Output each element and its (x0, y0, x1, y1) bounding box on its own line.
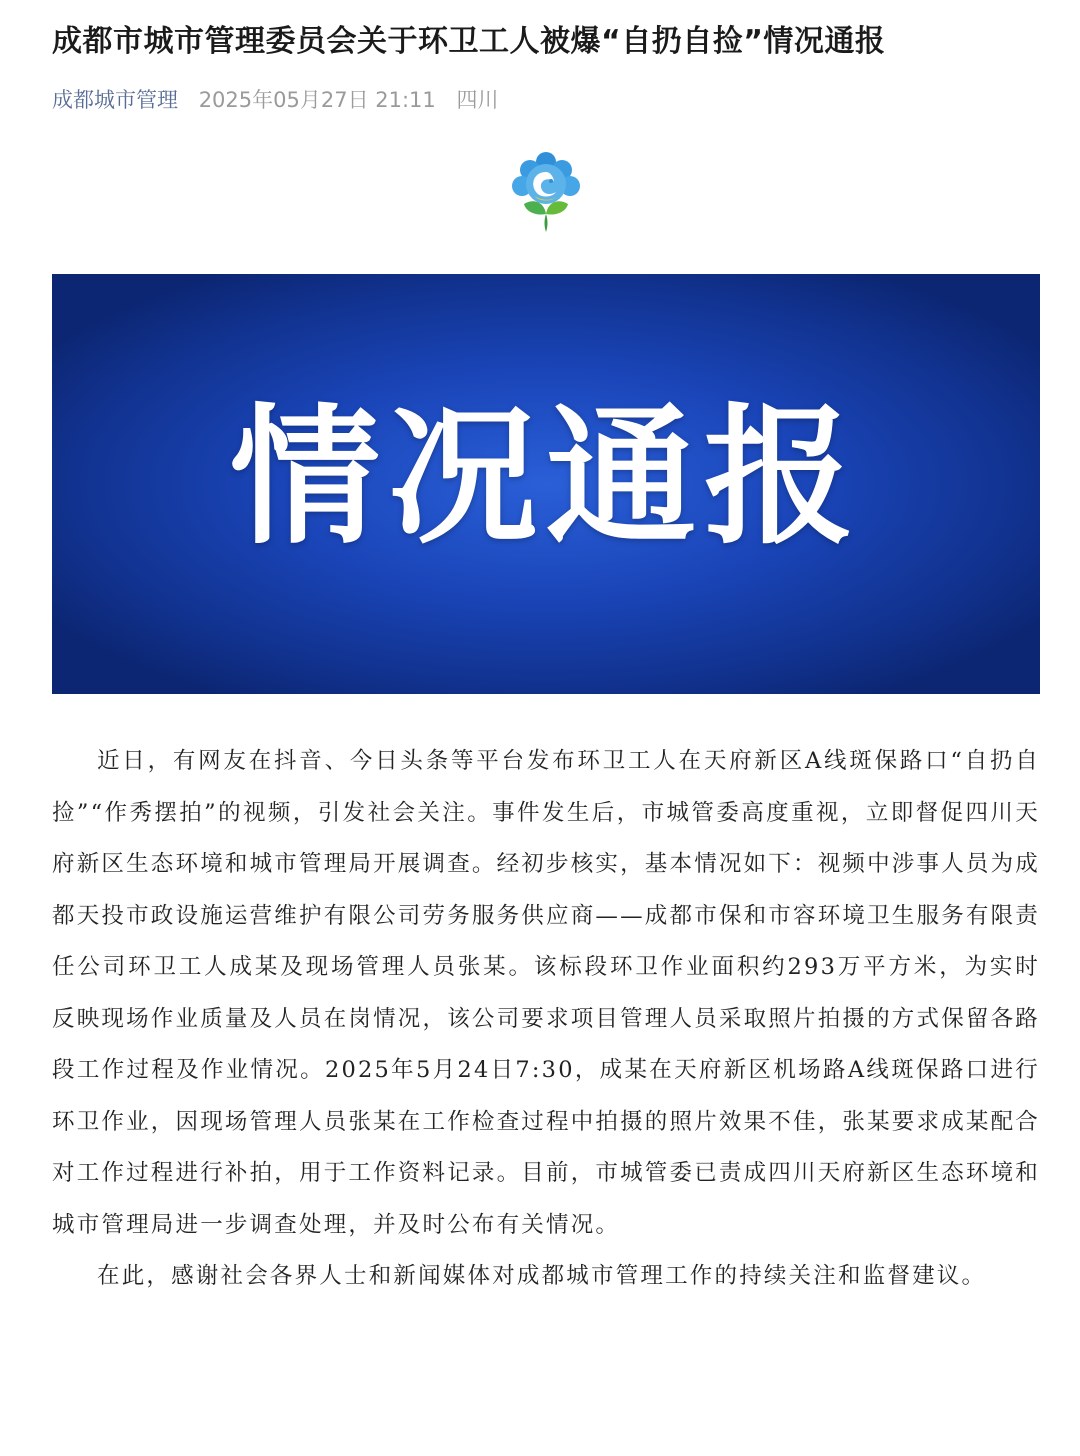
logo-svg (504, 150, 588, 234)
article (52, 0, 1041, 1289)
paragraph: 近日，有网友在抖音、今日头条等平台发布环卫工人在天府新区A线斑保路口“自扔自捡”“作秀摆拍”的视频，引发社会关注。事件发生后，市城管委高度重视，立即督促四川天府新区生态环境和城市管理局开展调查。经初步核实，基本情况如下：视频中涉事人员为成都天投市政设施运营维护有限公司劳务服务供应商——成都市保和市容环境卫生服务有限责任公司环卫工人成某及现场管理人员张某。该标段环卫作业面积约293万平方米，为实时反映现场作业质量及人员在岗情况，该公司要求项目管理人员采取照片拍摄的方式保留各路段工作过程及作业情况。2025年5月24日7:30，成某在天府新区机场路A线斑保路口进行环卫作业，因现场管理人员张某在工作检查过程中拍摄的照片效果不佳，张某要求成某配合对工作过程进行补拍，用于工作资料记录。目前，市城管委已责成四川天府新区生态环境和城市管理局进一步调查处理，并及时公布有关情况。 (52, 748, 1041, 1238)
account-name-link[interactable]: 成都城市管理 (52, 88, 178, 112)
publish-date: 2025年05月27日 21:11 (198, 88, 436, 112)
cloud-bird-logo-icon (504, 150, 588, 234)
article-body (52, 736, 1040, 1303)
banner-title: 情况通报 (229, 389, 862, 565)
paragraph: 在此，感谢社会各界人士和新闻媒体对成都城市管理工作的持续关注和监督建议。 (97, 1263, 987, 1289)
article-meta (52, 80, 1040, 120)
article-title: 成都市城市管理委员会关于环卫工人被爆“自扔自捡”情况通报 (52, 24, 886, 59)
notice-banner-image (52, 274, 1040, 694)
publish-location: 四川 (456, 88, 499, 112)
